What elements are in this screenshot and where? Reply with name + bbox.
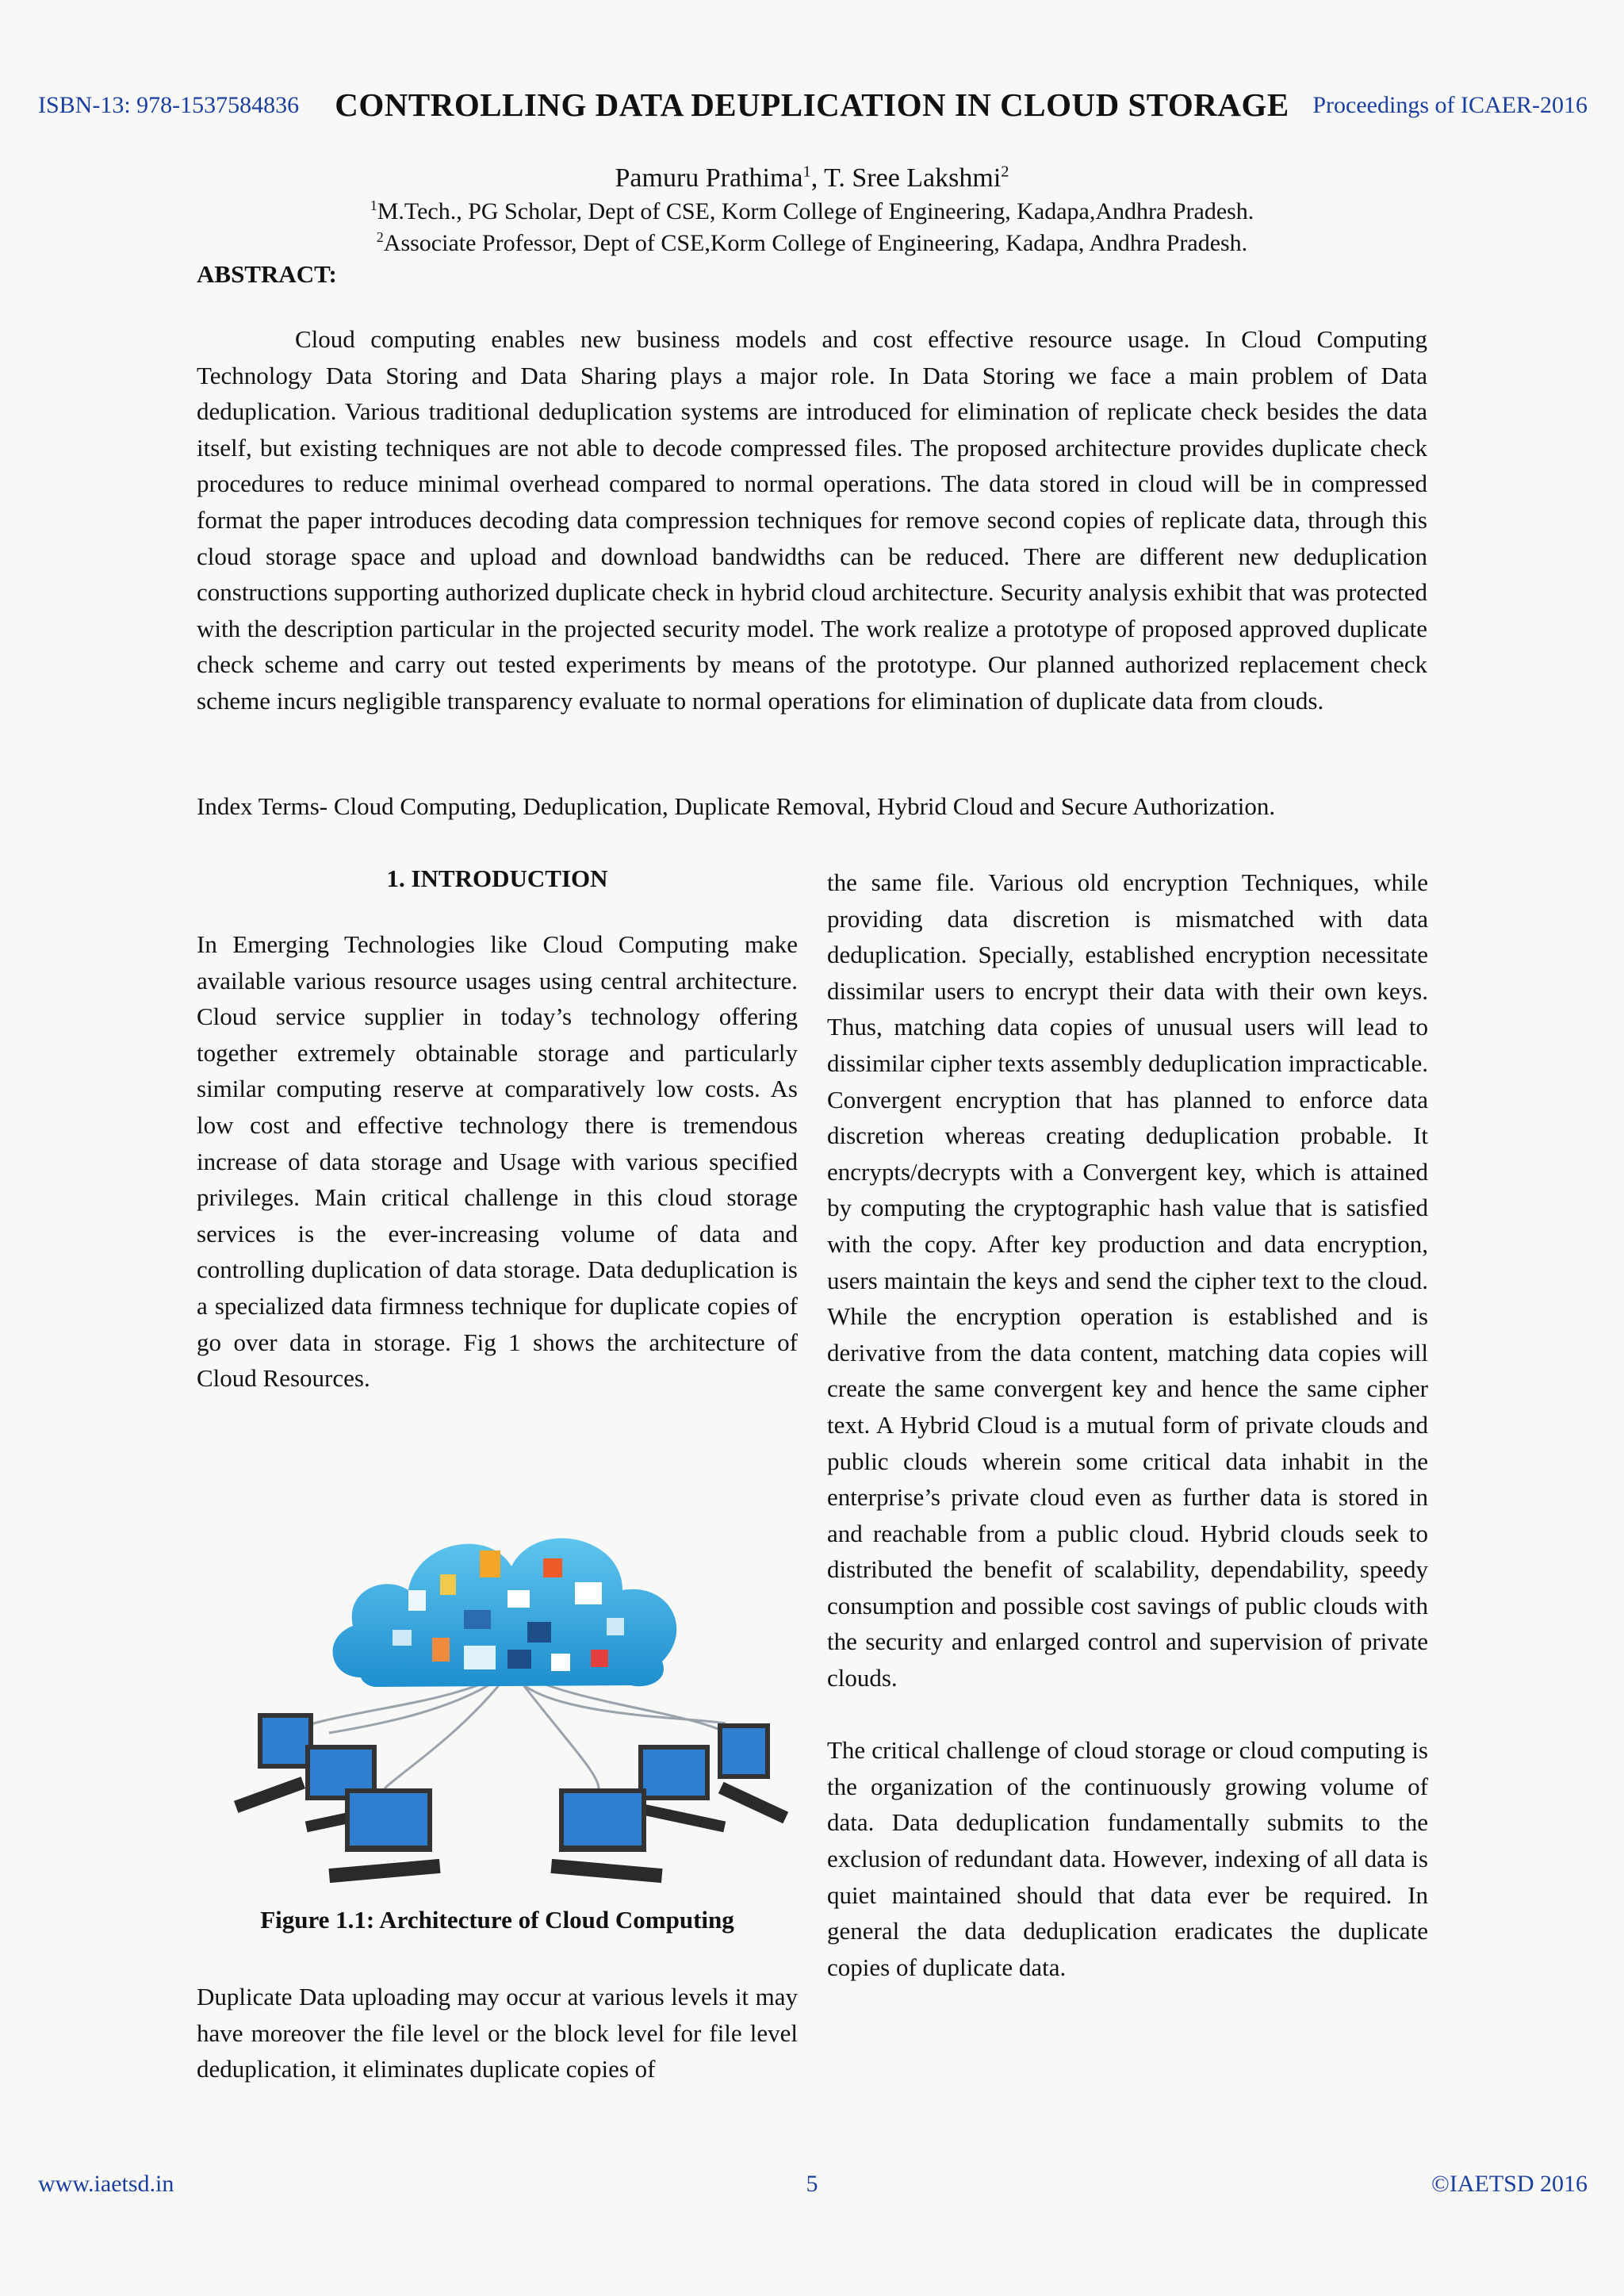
intro-paragraph-1 [197,926,798,1397]
affiliation-1 [0,198,1624,225]
header-isbn: ISBN-13: 978-1537584836 [38,92,300,118]
cloud-architecture-figure [226,1471,797,1899]
section-heading-introduction: 1. INTRODUCTION [386,864,608,892]
footer-copyright: ©IAETSD 2016 [1431,2171,1588,2197]
intro-paragraph-2 [197,1979,798,2087]
right-column [827,864,1428,1985]
intro-paragraph-1-text: In Emerging Technologies like Cloud Computing make available various resource usages using central architecture. Cloud service supplier in today’s technology offering together extremely obtainable storage and particularly similar computing reserve at comparatively low costs. As low cost and effective technology there is tremendous increase of data storage and Usage with various specified privileges. Main critical challenge in this cloud storage services is the ever-increasing volume of data and controlling duplication of data storage. Data deduplication is a specialized data firmness technique for duplicate copies of go over data in storage. Fig 1 shows the architecture of Cloud Resources. [197,930,798,1393]
right-paragraph-1: the same file. Various old encryption Techniques, while providing data discretion is mismatched with data deduplication. Specially, established encryption necessitate dissimilar users to encrypt their data with their own keys. Thus, matching data copies of unusual users will lead to dissimilar cipher texts assembly deduplication impracticable. Convergent encryption that has planned to enforce data discretion whereas creating deduplication probable. It encrypts/decrypts with a Convergent key, which is attained by computing the cryptographic hash value that is satisfied with the copy. After key production and data encryption, users maintain the keys and send the cipher text to the cloud. While the encryption operation is established and is derivative from the data content, matching data copies will create the same convergent key and hence the same cipher text. A Hybrid Cloud is a mutual form of private clouds and public clouds wherein some critical data inhabit in the enterprise’s private cloud even as further data is stored in and reachable from a public cloud. Hybrid clouds seek to distributed the benefit of scalability, dependability, speedy consumption and possible cost savings of public clouds with the security and enlarged control and supervision of private clouds. [827,868,1428,1692]
abstract-heading: ABSTRACT: [197,260,337,288]
author-2: T. Sree Lakshmi [824,163,1002,193]
affiliation-1-text: M.Tech., PG Scholar, Dept of CSE, Korm College of Engineering, Kadapa,Andhra Pradesh. [377,198,1254,224]
paper-title: CONTROLLING DATA DEUPLICATION IN CLOUD STORAGE [335,86,1289,123]
desktop-computer-icon [234,1713,788,1883]
affiliation-2 [0,230,1624,257]
author-separator: , [810,163,825,193]
cloud-icon [333,1538,677,1687]
affiliation-2-mark: 2 [376,229,384,245]
intro-paragraph-2-text: Duplicate Data uploading may occur at various levels it may have moreover the file level or the block level for file level deduplication, it eliminates duplicate copies of [197,1983,798,2083]
author-1: Pamuru Prathima [615,163,803,193]
paragraph-gap [827,1696,1428,1733]
author-2-affil: 2 [1001,163,1009,181]
index-terms: Index Terms- Cloud Computing, Deduplication, Duplicate Removal, Hybrid Cloud and Secure Authorization. [197,792,1276,820]
author-line [0,163,1624,194]
right-paragraph-2: The critical challenge of cloud storage or cloud computing is the organization of the continuously growing volume of data. Data deduplication fundamentally submits to the exclusion of redundant data. However, indexing of all data is quiet maintained should that data ever be required. In general the data deduplication eradicates the duplicate copies of duplicate data. [827,1736,1428,1981]
affiliation-1-mark: 1 [370,197,377,213]
abstract-body: Cloud computing enables new business models and cost effective resource usage. In Cloud Computing Technology Data Storing and Data Sharing plays a major role. In Data Storing we face a main problem of Data deduplication. Various traditional deduplication systems are introduced for elimination of replicate check besides the data itself, but existing techniques are not able to decode compressed files. The proposed architecture provides duplicate check procedures to reduce minimal overhead compared to normal operations. The data stored in cloud will be in compressed format the paper introduces decoding data compression techniques for remove second copies of replicate data, through this cloud storage space and upload and download bandwidths can be reduced. There are different new deduplication constructions supporting authorized duplicate check in hybrid cloud architecture. Security analysis exhibit that was protected with the description particular in the projected security model. The work realize a prototype of proposed approved duplicate check scheme and carry out tested experiments by means of the prototype. Our planned authorized replacement check scheme incurs negligible transparency evaluate to normal operations for elimination of duplicate data from clouds. [197,325,1427,715]
header-proceedings: Proceedings of ICAER-2016 [1312,92,1588,118]
author-1-affil: 1 [802,163,811,181]
affiliation-2-text: Associate Professor, Dept of CSE,Korm College of Engineering, Kadapa, Andhra Pradesh. [383,230,1248,256]
figure-caption: Figure 1.1: Architecture of Cloud Computing [260,1906,734,1934]
page-number: 5 [806,2171,818,2197]
footer-url[interactable]: www.iaetsd.in [38,2171,174,2197]
